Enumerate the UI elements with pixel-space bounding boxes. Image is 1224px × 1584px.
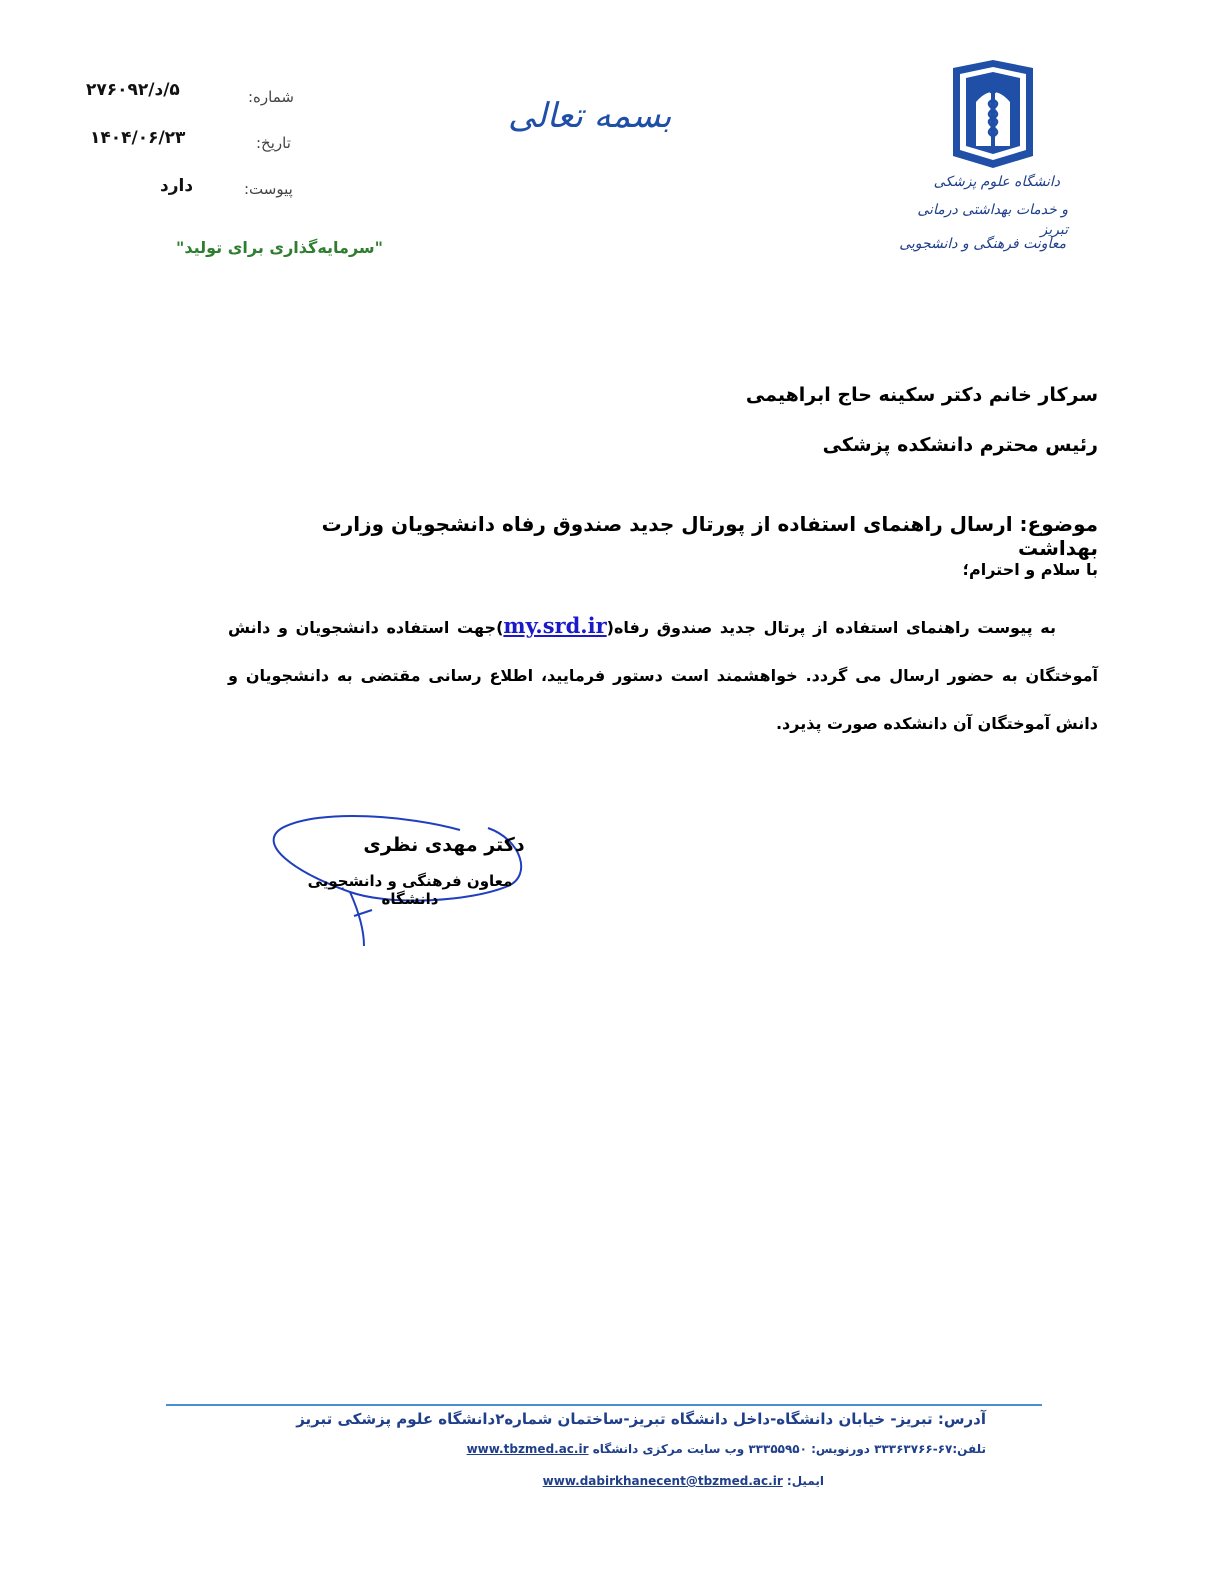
date-value: ۱۴۰۴/۰۶/۲۳ [90, 128, 186, 148]
slogan: "سرمایه‌گذاری برای تولید" [176, 238, 383, 257]
letter-subject: موضوع: ارسال راهنمای استفاده از پورتال جدید صندوق رفاه دانشجویان وزارت بهداشت [321, 512, 1098, 560]
greeting: با سلام و احترام؛ [962, 560, 1098, 579]
body-text-end: )جهت استفاده دانشجویان و دانش آموختگان به حضور ارسال می گردد. خواهشمند است دستور فرمایید، اطلاع رسانی مقتضی به دانشجویان و دانش آموختگان آن دانشکده صورت پذیرد. [228, 618, 1098, 733]
body-text-start: به پیوست راهنمای استفاده از پرتال جدید صندوق رفاه( [606, 618, 1056, 637]
portal-link[interactable]: my.srd.ir [503, 613, 607, 638]
number-value: ۵/د/۲۷۶۰۹۲ [86, 80, 180, 100]
logo-line3: معاونت فرهنگی و دانشجویی [899, 236, 1066, 252]
signature-block [260, 806, 560, 956]
number-label: شماره: [248, 88, 294, 106]
footer-contact [186, 1442, 986, 1456]
attachment-label: پیوست: [244, 180, 293, 198]
footer-phone: تلفن:۶۷-۳۳۳۶۳۷۶۶ دورنویس: ۳۳۳۵۵۹۵۰ وب سایت مرکزی دانشگاه [592, 1442, 986, 1456]
signatory-name: دکتر مهدی نظری [363, 834, 525, 856]
addressee-title: رئیس محترم دانشکده پزشکی [822, 434, 1098, 456]
addressee-name: سرکار خانم دکتر سکینه حاج ابراهیمی [745, 384, 1098, 406]
university-logo [899, 60, 1068, 270]
signatory-title: معاون فرهنگی و دانشجویی دانشگاه [307, 872, 513, 908]
attachment-value: دارد [160, 176, 194, 196]
basmala: بسمه تعالی [508, 96, 672, 136]
date-label: تاریخ: [256, 134, 291, 152]
footer-address: آدرس: تبریز- خیابان دانشگاه-داخل دانشگاه تبریز-ساختمان شماره۲دانشگاه علوم پزشکی تبریز [296, 1410, 986, 1428]
footer-email-link[interactable]: www.dabirkhanecent@tbzmed.ac.ir [542, 1474, 783, 1488]
footer-divider [166, 1404, 1042, 1406]
logo-line1: دانشگاه علوم پزشکی [933, 174, 1060, 190]
letter-body [228, 602, 1098, 748]
footer-email [324, 1474, 824, 1488]
footer-website-link[interactable]: www.tbzmed.ac.ir [466, 1442, 589, 1456]
emblem-icon [918, 60, 1068, 170]
logo-line2: و خدمات بهداشتی درمانی تبریز [917, 202, 1068, 238]
footer-email-label: ایمیل: [786, 1474, 824, 1488]
